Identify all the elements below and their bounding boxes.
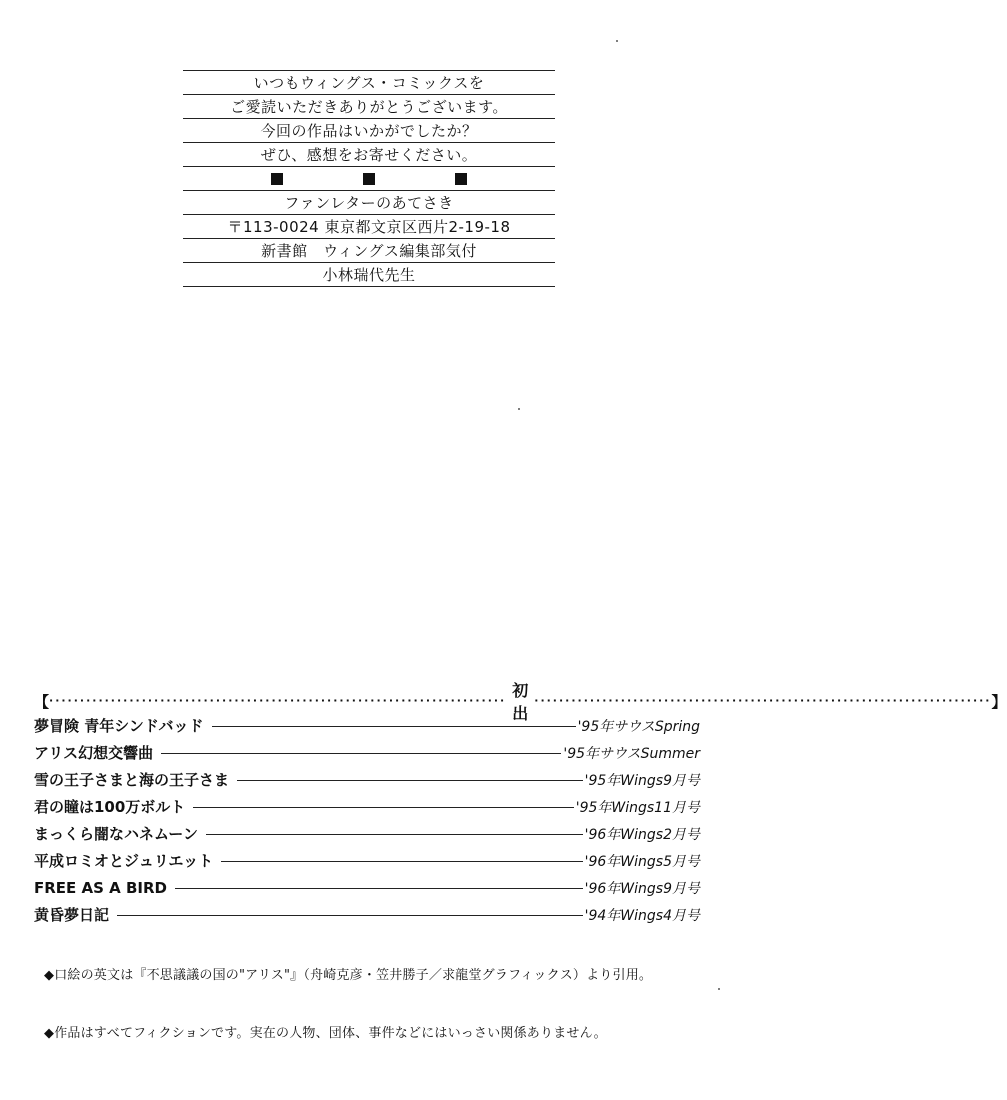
source-publication: '95年サウスSummer bbox=[563, 745, 700, 762]
scan-speck bbox=[518, 408, 520, 410]
letter-line: ご愛読いただきありがとうございます。 bbox=[183, 94, 555, 118]
square-icon bbox=[363, 173, 375, 185]
leader-line bbox=[161, 753, 561, 754]
scan-speck bbox=[616, 40, 618, 42]
leader-line bbox=[175, 888, 583, 889]
address-title: ファンレターのあてさき bbox=[183, 190, 555, 214]
fan-letter-box bbox=[183, 70, 555, 287]
source-publication: '95年サウスSpring bbox=[577, 718, 700, 735]
source-publication: '96年Wings2月号 bbox=[584, 826, 700, 843]
source-item bbox=[34, 793, 700, 820]
letter-line: いつもウィングス・コミックスを bbox=[183, 70, 555, 94]
leader-line bbox=[193, 807, 573, 808]
scan-speck bbox=[718, 988, 720, 990]
leader-line bbox=[206, 834, 583, 835]
bracket-close: 】 bbox=[991, 692, 1007, 711]
leader-line bbox=[117, 915, 583, 916]
letter-line: ぜひ、感想をお寄せください。 bbox=[183, 142, 555, 166]
source-title: 夢冒険 青年シンドバッド bbox=[34, 717, 204, 735]
separator-squares bbox=[183, 166, 555, 190]
source-publication: '96年Wings9月号 bbox=[584, 880, 700, 897]
source-item bbox=[34, 874, 700, 901]
source-item bbox=[34, 712, 700, 739]
leader-line bbox=[237, 780, 583, 781]
source-title: 平成ロミオとジュリエット bbox=[34, 852, 214, 870]
leader-line bbox=[221, 861, 583, 862]
source-item bbox=[34, 847, 700, 874]
source-title: 黄昏夢日記 bbox=[34, 906, 110, 924]
source-title: アリス幻想交響曲 bbox=[34, 744, 154, 762]
source-publication: '96年Wings5月号 bbox=[584, 853, 700, 870]
recipient-line: 新書館 ウィングス編集部気付 bbox=[183, 238, 555, 262]
sources-section bbox=[34, 681, 1007, 928]
postal-address: 〒113-0024 東京都文京区西片2-19-18 bbox=[183, 214, 555, 238]
source-publication: '94年Wings4月号 bbox=[584, 907, 700, 924]
source-item bbox=[34, 739, 700, 766]
leader-dots: ·········································································· bbox=[49, 694, 507, 707]
sources-heading: 初出 bbox=[512, 681, 529, 723]
sources-header bbox=[34, 681, 1007, 723]
source-publication: '95年Wings11月号 bbox=[575, 799, 700, 816]
square-icon bbox=[271, 173, 283, 185]
source-title: 雪の王子さまと海の王子さま bbox=[34, 771, 230, 789]
author-name: 小林瑞代先生 bbox=[183, 262, 555, 287]
leader-line bbox=[212, 726, 576, 727]
fiction-disclaimer: ◆作品はすべてフィクションです。実在の人物、団体、事件などにはいっさい関係ありません。 bbox=[44, 1026, 607, 1041]
leader-dots: ·········································································· bbox=[534, 694, 992, 707]
source-title: 君の瞳は100万ボルト bbox=[34, 798, 186, 816]
source-title: まっくら闇なハネムーン bbox=[34, 825, 198, 843]
source-item bbox=[34, 820, 700, 847]
source-item bbox=[34, 901, 700, 928]
letter-line: 今回の作品はいかがでしたか？ bbox=[183, 118, 555, 142]
source-item bbox=[34, 766, 700, 793]
square-icon bbox=[455, 173, 467, 185]
quotation-note: ◆口絵の英文は『不思議議の国の"アリス"』（舟崎克彦・笠井勝子／求龍堂グラフィックス）より引用。 bbox=[44, 968, 653, 983]
source-title: FREE AS A BIRD bbox=[34, 878, 167, 897]
source-publication: '95年Wings9月号 bbox=[584, 772, 700, 789]
bracket-open: 【 bbox=[34, 692, 50, 711]
